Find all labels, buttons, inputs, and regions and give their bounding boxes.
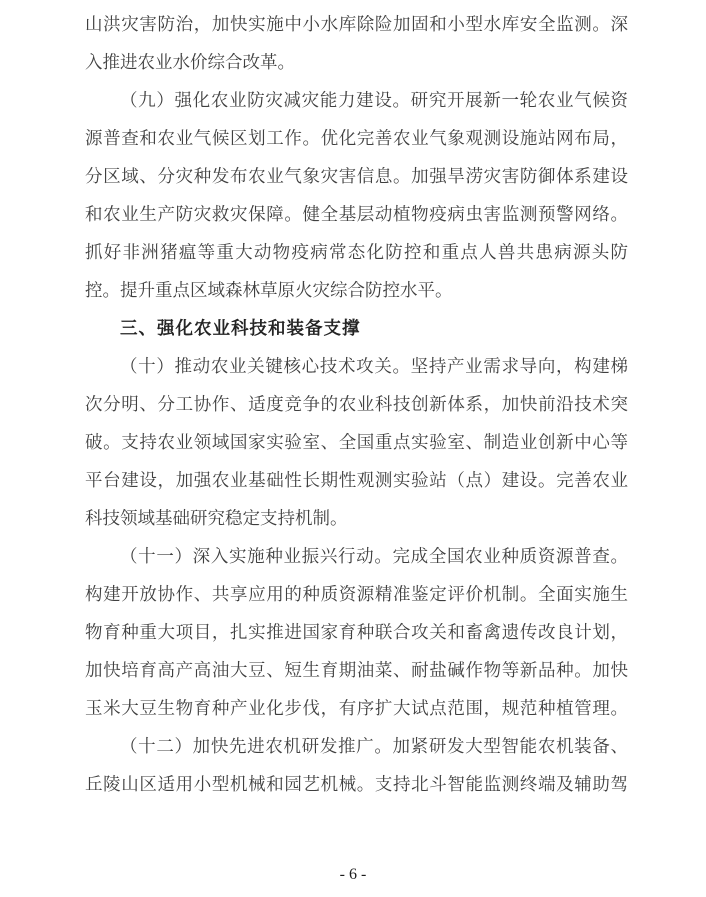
text-line: 丘陵山区适用小型机械和园艺机械。支持北斗智能监测终端及辅助驾 <box>85 774 628 794</box>
text-line: 抓好非洲猪瘟等重大动物疫病常态化防控和重点人兽共患病源头防 <box>85 242 628 262</box>
text-line: 科技领域基础研究稳定支持机制。 <box>85 508 348 528</box>
text-line: 构建开放协作、共享应用的种质资源精准鉴定评价机制。全面实施生 <box>85 584 628 604</box>
text-line: （十）推动农业关键核心技术攻关。坚持产业需求导向，构建梯 <box>120 356 628 376</box>
text-line: 控。提升重点区域森林草原火灾综合防控水平。 <box>85 280 453 300</box>
text-line: 次分明、分工协作、适度竞争的农业科技创新体系，加快前沿技术突 <box>85 394 628 414</box>
text-line: （十二）加快先进农机研发推广。加紧研发大型智能农机装备、 <box>120 736 628 756</box>
text-line: （十一）深入实施种业振兴行动。完成全国农业种质资源普查。 <box>120 546 628 566</box>
text-line: （九）强化农业防灾减灾能力建设。研究开展新一轮农业气候资 <box>120 90 628 110</box>
section-heading: 三、强化农业科技和装备支撑 <box>120 318 361 338</box>
text-line: 破。支持农业领域国家实验室、全国重点实验室、制造业创新中心等 <box>85 432 628 452</box>
text-line: 分区域、分灾种发布农业气象灾害信息。加强旱涝灾害防御体系建设 <box>85 166 628 186</box>
text-line: 平台建设，加强农业基础性长期性观测实验站（点）建设。完善农业 <box>85 470 628 490</box>
document-body <box>85 5 628 803</box>
text-line: 和农业生产防灾救灾保障。健全基层动植物疫病虫害监测预警网络。 <box>85 204 628 224</box>
text-line: 物育种重大项目，扎实推进国家育种联合攻关和畜禽遗传改良计划， <box>85 622 628 642</box>
page-number: - 6 - <box>339 866 367 883</box>
text-line: 加快培育高产高油大豆、短生育期油菜、耐盐碱作物等新品种。加快 <box>85 660 628 680</box>
text-line: 源普查和农业气候区划工作。优化完善农业气象观测设施站网布局， <box>85 128 628 148</box>
text-line: 玉米大豆生物育种产业化步伐，有序扩大试点范围，规范种植管理。 <box>85 698 628 718</box>
text-line: 入推进农业水价综合改革。 <box>85 52 295 72</box>
text-line: 山洪灾害防治，加快实施中小水库除险加固和小型水库安全监测。深 <box>85 14 628 34</box>
